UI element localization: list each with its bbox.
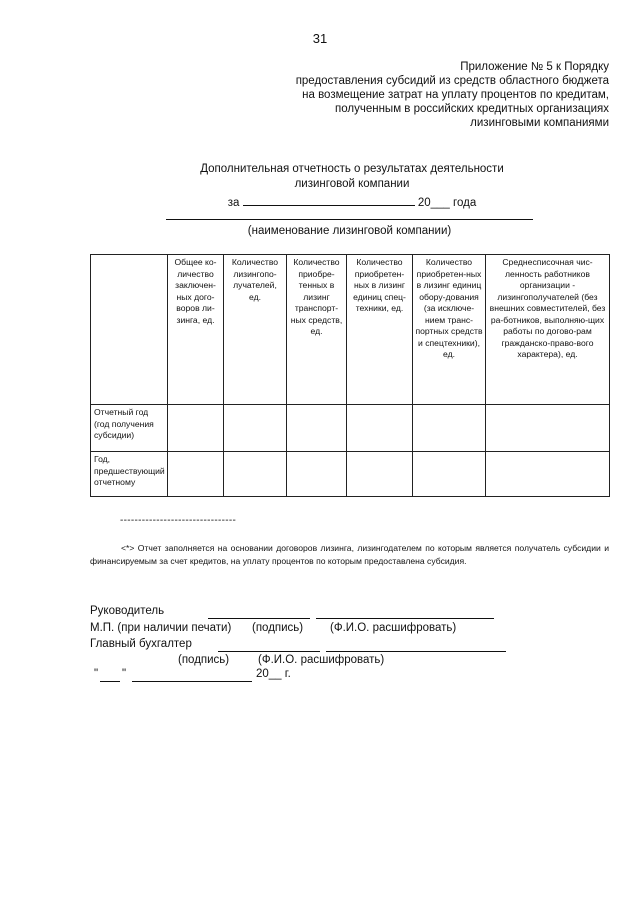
table-row [91, 452, 610, 497]
footnote-separator: -------------------------------- [120, 515, 237, 526]
table-header-cell: Среднесписочная чис-ленность работников организации - лизингополучателей (без внешних совместителей, без ра-ботников, выполняю-щих работы по догово-рам гражданско-право-вого характера), ед. [486, 255, 610, 405]
report-title [0, 162, 640, 211]
accountant-label: Главный бухгалтер [90, 638, 192, 650]
table-header-cell: Общее ко-личество заключен-ных дого-воров ли-зинга, ед. [168, 255, 224, 405]
table-cell[interactable] [168, 452, 224, 497]
appendix-line: полученным в российских кредитных организациях [335, 103, 609, 115]
footnote-text: <*> Отчет заполняется на основании договоров лизинга, лизингодателем по которым является получатель субсидии и финансируемым за счет кредитов, на уплату процентов по которым предоставлена субсидия. [90, 543, 609, 566]
table-header-cell: Количество приобретен-ных в лизинг единиц обору-дования (за исключе-нием транс-портных средств и спецтехники), ед. [413, 255, 486, 405]
table-header-row [91, 255, 610, 405]
date-quote-open: " [94, 668, 99, 680]
page-number: 31 [312, 31, 328, 46]
table-cell[interactable] [347, 452, 413, 497]
date-month-line [132, 681, 252, 682]
appendix-line: Приложение № 5 к Порядку [460, 61, 609, 73]
period-year: 20___ [417, 197, 450, 209]
date-day-line [100, 681, 120, 682]
table-cell[interactable] [224, 405, 287, 452]
accountant-name-caption: (Ф.И.О. расшифровать) [258, 654, 385, 666]
table-cell[interactable] [486, 405, 610, 452]
report-title-line1: Дополнительная отчетность о результатах деятельности [200, 163, 504, 175]
report-period [0, 194, 640, 211]
director-signature-line [208, 618, 310, 619]
table-header-cell: Количество приобре-тенных в лизинг транспорт-ных средств, ед. [287, 255, 347, 405]
table-cell[interactable] [413, 452, 486, 497]
table-cell[interactable] [168, 405, 224, 452]
row-label: Год, предшествующий отчетному [91, 452, 168, 497]
accountant-signature-caption: (подпись) [178, 654, 230, 666]
appendix-line: предоставления субсидий из средств областного бюджета [295, 75, 609, 87]
report-table [90, 254, 610, 497]
director-label: Руководитель [90, 605, 165, 617]
period-suffix: года [453, 197, 477, 209]
director-name-line [316, 618, 494, 619]
table-cell[interactable] [413, 405, 486, 452]
accountant-name-line [326, 651, 506, 652]
table-header-cell: Количество лизингопо-лучателей, ед. [224, 255, 287, 405]
row-label: Отчетный год (год получения субсидии) [91, 405, 168, 452]
org-name-line [166, 219, 533, 220]
table-header-cell [91, 255, 168, 405]
director-signature-caption: (подпись) [252, 622, 304, 634]
table-cell[interactable] [287, 452, 347, 497]
table-cell[interactable] [347, 405, 413, 452]
appendix-header [189, 60, 609, 130]
report-title-line2: лизинговой компании [294, 178, 410, 190]
table-row [91, 405, 610, 452]
period-date-blank [243, 194, 415, 206]
director-name-caption: (Ф.И.О. расшифровать) [330, 622, 457, 634]
period-prefix: за [227, 197, 240, 209]
table-cell[interactable] [287, 405, 347, 452]
table-header-cell: Количество приобретен-ных в лизинг единиц спец-техники, ед. [347, 255, 413, 405]
table-cell[interactable] [224, 452, 287, 497]
date-year: 20__ г. [256, 668, 291, 680]
org-name-caption: (наименование лизинговой компании) [247, 225, 452, 237]
table-cell[interactable] [486, 452, 610, 497]
appendix-line: на возмещение затрат на уплату процентов по кредитам, [302, 89, 609, 101]
stamp-label: М.П. (при наличии печати) [90, 622, 232, 634]
date-quote-close: " [122, 668, 127, 680]
appendix-line: лизинговыми компаниями [470, 117, 609, 129]
accountant-signature-line [218, 651, 320, 652]
